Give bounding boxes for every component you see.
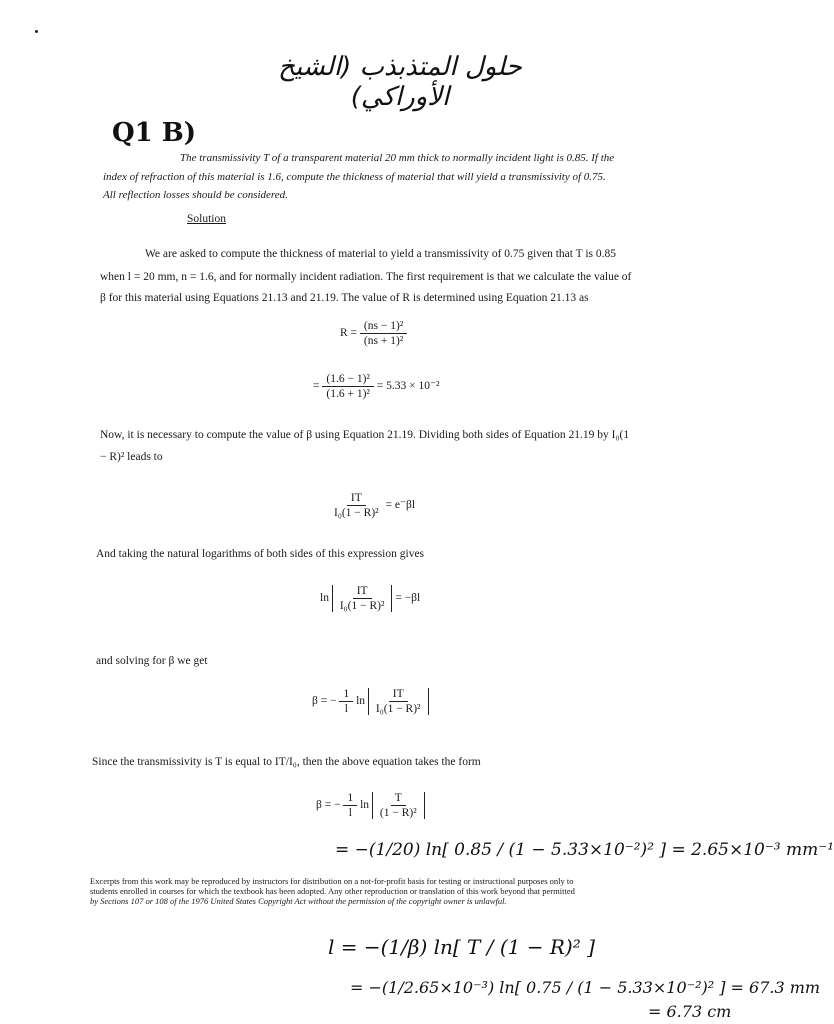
eq6-lhs: β = − [316,799,341,812]
para1-line-2: when l = 20 mm, n = 1.6, and for normally incident radiation. The first requirement is that we calculate the value of [100,271,632,283]
eq1-denominator: (ns + 1)² [363,335,404,347]
eq5-denominator: I₀(1 − R)² [375,703,421,715]
eq5-fraction [372,688,425,715]
eq4-numerator: IT [353,585,372,599]
handwritten-thickness-calculation: = −(1/2.65×10⁻³) ln[ 0.75 / (1 − 5.33×10⁻²)² ] = 67.3 mm [350,978,821,997]
solution-heading: Solution [187,213,226,225]
handwritten-thickness-formula: l = −(1/β) ln[ T / (1 − R)² ] [328,935,595,959]
eq2-numerator: (1.6 − 1)² [322,373,373,387]
problem-line-3: All reflection losses should be considered. [103,189,288,201]
handwritten-thickness-result: = 6.73 cm [648,1002,732,1021]
handwritten-beta-calculation: = −(1/20) ln[ 0.85 / (1 − 5.33×10⁻²)² ] = 2.65×10⁻³ mm⁻¹ [335,840,834,860]
eq4-bracket [332,585,393,612]
arabic-title: حلول المتذبذب (الشيخ الأوراكي) [278,52,522,112]
copyright-line-3: by Sections 107 or 108 of the 1976 United States Copyright Act without the permission of the copyright owner is unlawful. [90,895,507,906]
para2-line-2: − R)² leads to [100,451,163,463]
eq5-coef-denominator: l [344,703,348,715]
eq6-denominator: (1 − R)² [379,807,417,819]
eq4-fraction [336,585,389,612]
eq5-numerator: IT [389,688,408,702]
question-tag: Q1 B) [112,118,197,148]
eq1-lhs: R = [340,327,358,340]
eq3-numerator: IT [347,492,366,506]
eq6-fraction [376,792,421,819]
eq3-denominator: I₀(1 − R)² [334,507,379,519]
eq6-bracket [372,792,425,819]
copyright-line-2: students enrolled in courses for which the textbook has been adopted. Any other reproduction or translation of this work beyond that permitted [90,885,575,896]
eq5-coefficient [339,688,353,715]
eq6-ln: ln [360,799,370,812]
equation-r-value [313,373,439,400]
para2-line-1: Now, it is necessary to compute the value of β using Equation 21.19. Dividing both sides of Equation 21.19 by I₀(1 [100,429,630,441]
eq5-coef-numerator: 1 [339,688,353,702]
equation-r-definition [340,320,407,347]
equation-natural-log [320,585,420,612]
equation-exponential [330,492,415,519]
eq1-fraction [360,320,407,347]
eq6-coef-denominator: l [348,807,352,819]
eq3-fraction [330,492,383,519]
para3: And taking the natural logarithms of both sides of this expression gives [96,548,425,560]
eq6-coefficient [343,792,357,819]
para5: Since the transmissivity is T is equal to IT/I₀, then the above equation takes the form [92,756,481,768]
eq6-numerator: T [391,792,406,806]
eq4-denominator: I₀(1 − R)² [339,600,385,612]
scan-speck [35,30,38,33]
eq6-coef-numerator: 1 [343,792,357,806]
equation-beta-transmissivity [316,792,425,819]
para1-line-1: We are asked to compute the thickness of material to yield a transmissivity of 0.75 given that T is 0.85 [145,248,617,260]
para1-line-3: β for this material using Equations 21.13 and 21.19. The value of R is determined using Equation 21.13 as [100,292,589,304]
eq5-ln: ln [356,695,366,708]
eq2-lhs: = [313,380,320,393]
copyright-note [90,877,660,906]
eq2-denominator: (1.6 + 1)² [326,388,370,400]
copyright-line-1: Excerpts from this work may be reproduced by instructors for distribution on a not-for-profit basis for testing or instructional purposes only to [90,876,574,886]
eq2-fraction [322,373,373,400]
eq5-bracket [368,688,429,715]
problem-line-1: The transmissivity T of a transparent material 20 mm thick to normally incident light is 0.85. If the [180,152,615,164]
eq4-result: = −βl [395,592,421,605]
eq1-numerator: (ns − 1)² [360,320,407,334]
eq5-lhs: β = − [312,695,337,708]
eq3-result: = e⁻βl [385,499,416,512]
problem-line-2: index of refraction of this material is 1.6, compute the thickness of material that will yield a transmissivity of 0.75. [103,171,606,183]
eq2-result: = 5.33 × 10⁻² [376,380,440,393]
equation-beta-general [312,688,429,715]
eq4-ln: ln [320,592,329,605]
para4: and solving for β we get [96,655,208,667]
